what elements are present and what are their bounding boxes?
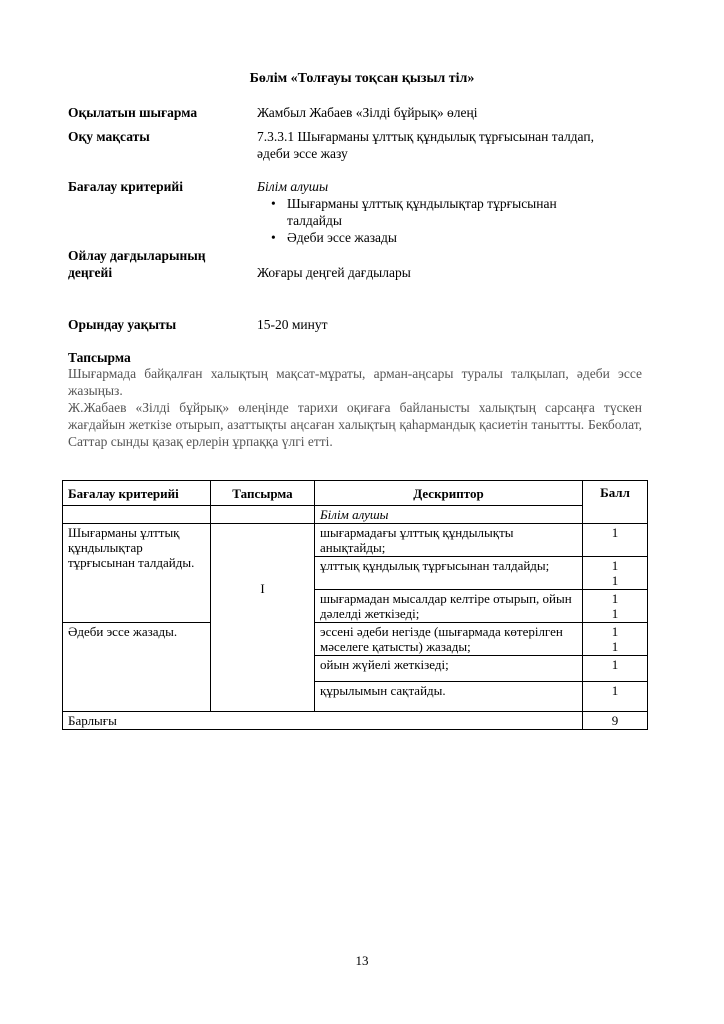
criteria-item: • Әдеби эссе жазады (257, 229, 657, 246)
task-paragraph-1: Шығармада байқалған халықтың мақсат-мұраты, арман-аңсары туралы талқылап, әдеби эссе жазыңыз. (68, 366, 642, 398)
goal-label: Оқу мақсаты (68, 129, 150, 144)
header-task: Тапсырма (211, 481, 315, 506)
descriptor-cell: құрылымын сақтайды. (315, 682, 583, 712)
criteria-item: • Шығарманы ұлттық құндылықтар тұрғысынан талдайды (257, 195, 597, 229)
total-value: 9 (583, 712, 648, 730)
page-number: 13 (355, 953, 369, 968)
criterion-cell: Әдеби эссе жазады. (63, 623, 211, 712)
descriptor-cell: ұлттық құндылық тұрғысынан талдайды; (315, 557, 583, 590)
criteria-list (257, 195, 657, 246)
criteria-value (257, 178, 657, 246)
task-paragraph-2: Ж.Жабаев «Зілді бұйрық» өлеңінде тарихи оқиғаға байланысты халықтың сарсаңға түскен жағдайын жеткізе отырып, азаттықты аңсаған халықтың қаһармандық қасиетін танытты. Бекболат, Саттар сынды қазақ ерлерін ұрпаққа үлгі етті. (68, 400, 642, 449)
rubric-table (62, 480, 648, 730)
descriptor-cell: эссені әдеби негізде (шығармада көтерілген мәселеге қатысты) жазады; (315, 623, 583, 656)
task-number-cell: I (211, 524, 315, 712)
descriptor-subheader: Білім алушы (315, 506, 583, 524)
descriptor-cell: ойын жүйелі жеткізеді; (315, 656, 583, 682)
header-descriptor: Дескриптор (315, 481, 583, 506)
thinking-value: Жоғары деңгей дағдылары (257, 265, 411, 280)
header-criteria: Бағалау критерийі (63, 481, 211, 506)
section-title: Бөлім «Толғауы тоқсан қызыл тіл» (249, 71, 475, 86)
header-score: Балл (583, 481, 648, 524)
goal-value-line-1: 7.3.3.1 Шығарманы ұлттық құндылық тұрғысынан талдап, (257, 129, 594, 144)
score-cell: 1 (583, 656, 648, 682)
criteria-intro: Білім алушы (257, 179, 329, 194)
thinking-label-line-2: деңгейі (68, 265, 113, 280)
table-row (63, 623, 648, 656)
time-value: 15-20 минут (257, 317, 328, 332)
score-cell: 1 1 (583, 590, 648, 623)
work-value: Жамбыл Жабаев «Зілді бұйрық» өлеңі (257, 105, 478, 120)
goal-value-line-2: әдеби эссе жазу (257, 146, 348, 161)
criterion-cell: Шығарманы ұлттық құндылықтар тұрғысынан талдайды. (63, 524, 211, 623)
total-label: Барлығы (63, 712, 583, 730)
total-row (63, 712, 648, 730)
score-cell: 1 1 (583, 557, 648, 590)
task-heading: Тапсырма (68, 350, 131, 365)
criteria-label: Бағалау критерийі (68, 179, 183, 194)
score-cell: 1 1 (583, 623, 648, 656)
work-label: Оқылатын шығарма (68, 105, 198, 120)
thinking-label-line-1: Ойлау дағдыларының (68, 248, 206, 263)
thinking-label (68, 247, 253, 281)
blank-cell (63, 506, 211, 524)
descriptor-cell: шығармадан мысалдар келтіре отырып, ойын дәлелді жеткізеді; (315, 590, 583, 623)
rubric-header-row (63, 481, 648, 506)
score-cell: 1 (583, 682, 648, 712)
score-cell: 1 (583, 524, 648, 557)
task-body (68, 365, 642, 450)
table-row (63, 524, 648, 557)
rubric-subheader-row (63, 506, 648, 524)
goal-value (257, 128, 657, 162)
blank-cell (211, 506, 315, 524)
time-label: Орындау уақыты (68, 317, 177, 332)
descriptor-cell: шығармадағы ұлттық құндылықты анықтайды; (315, 524, 583, 557)
